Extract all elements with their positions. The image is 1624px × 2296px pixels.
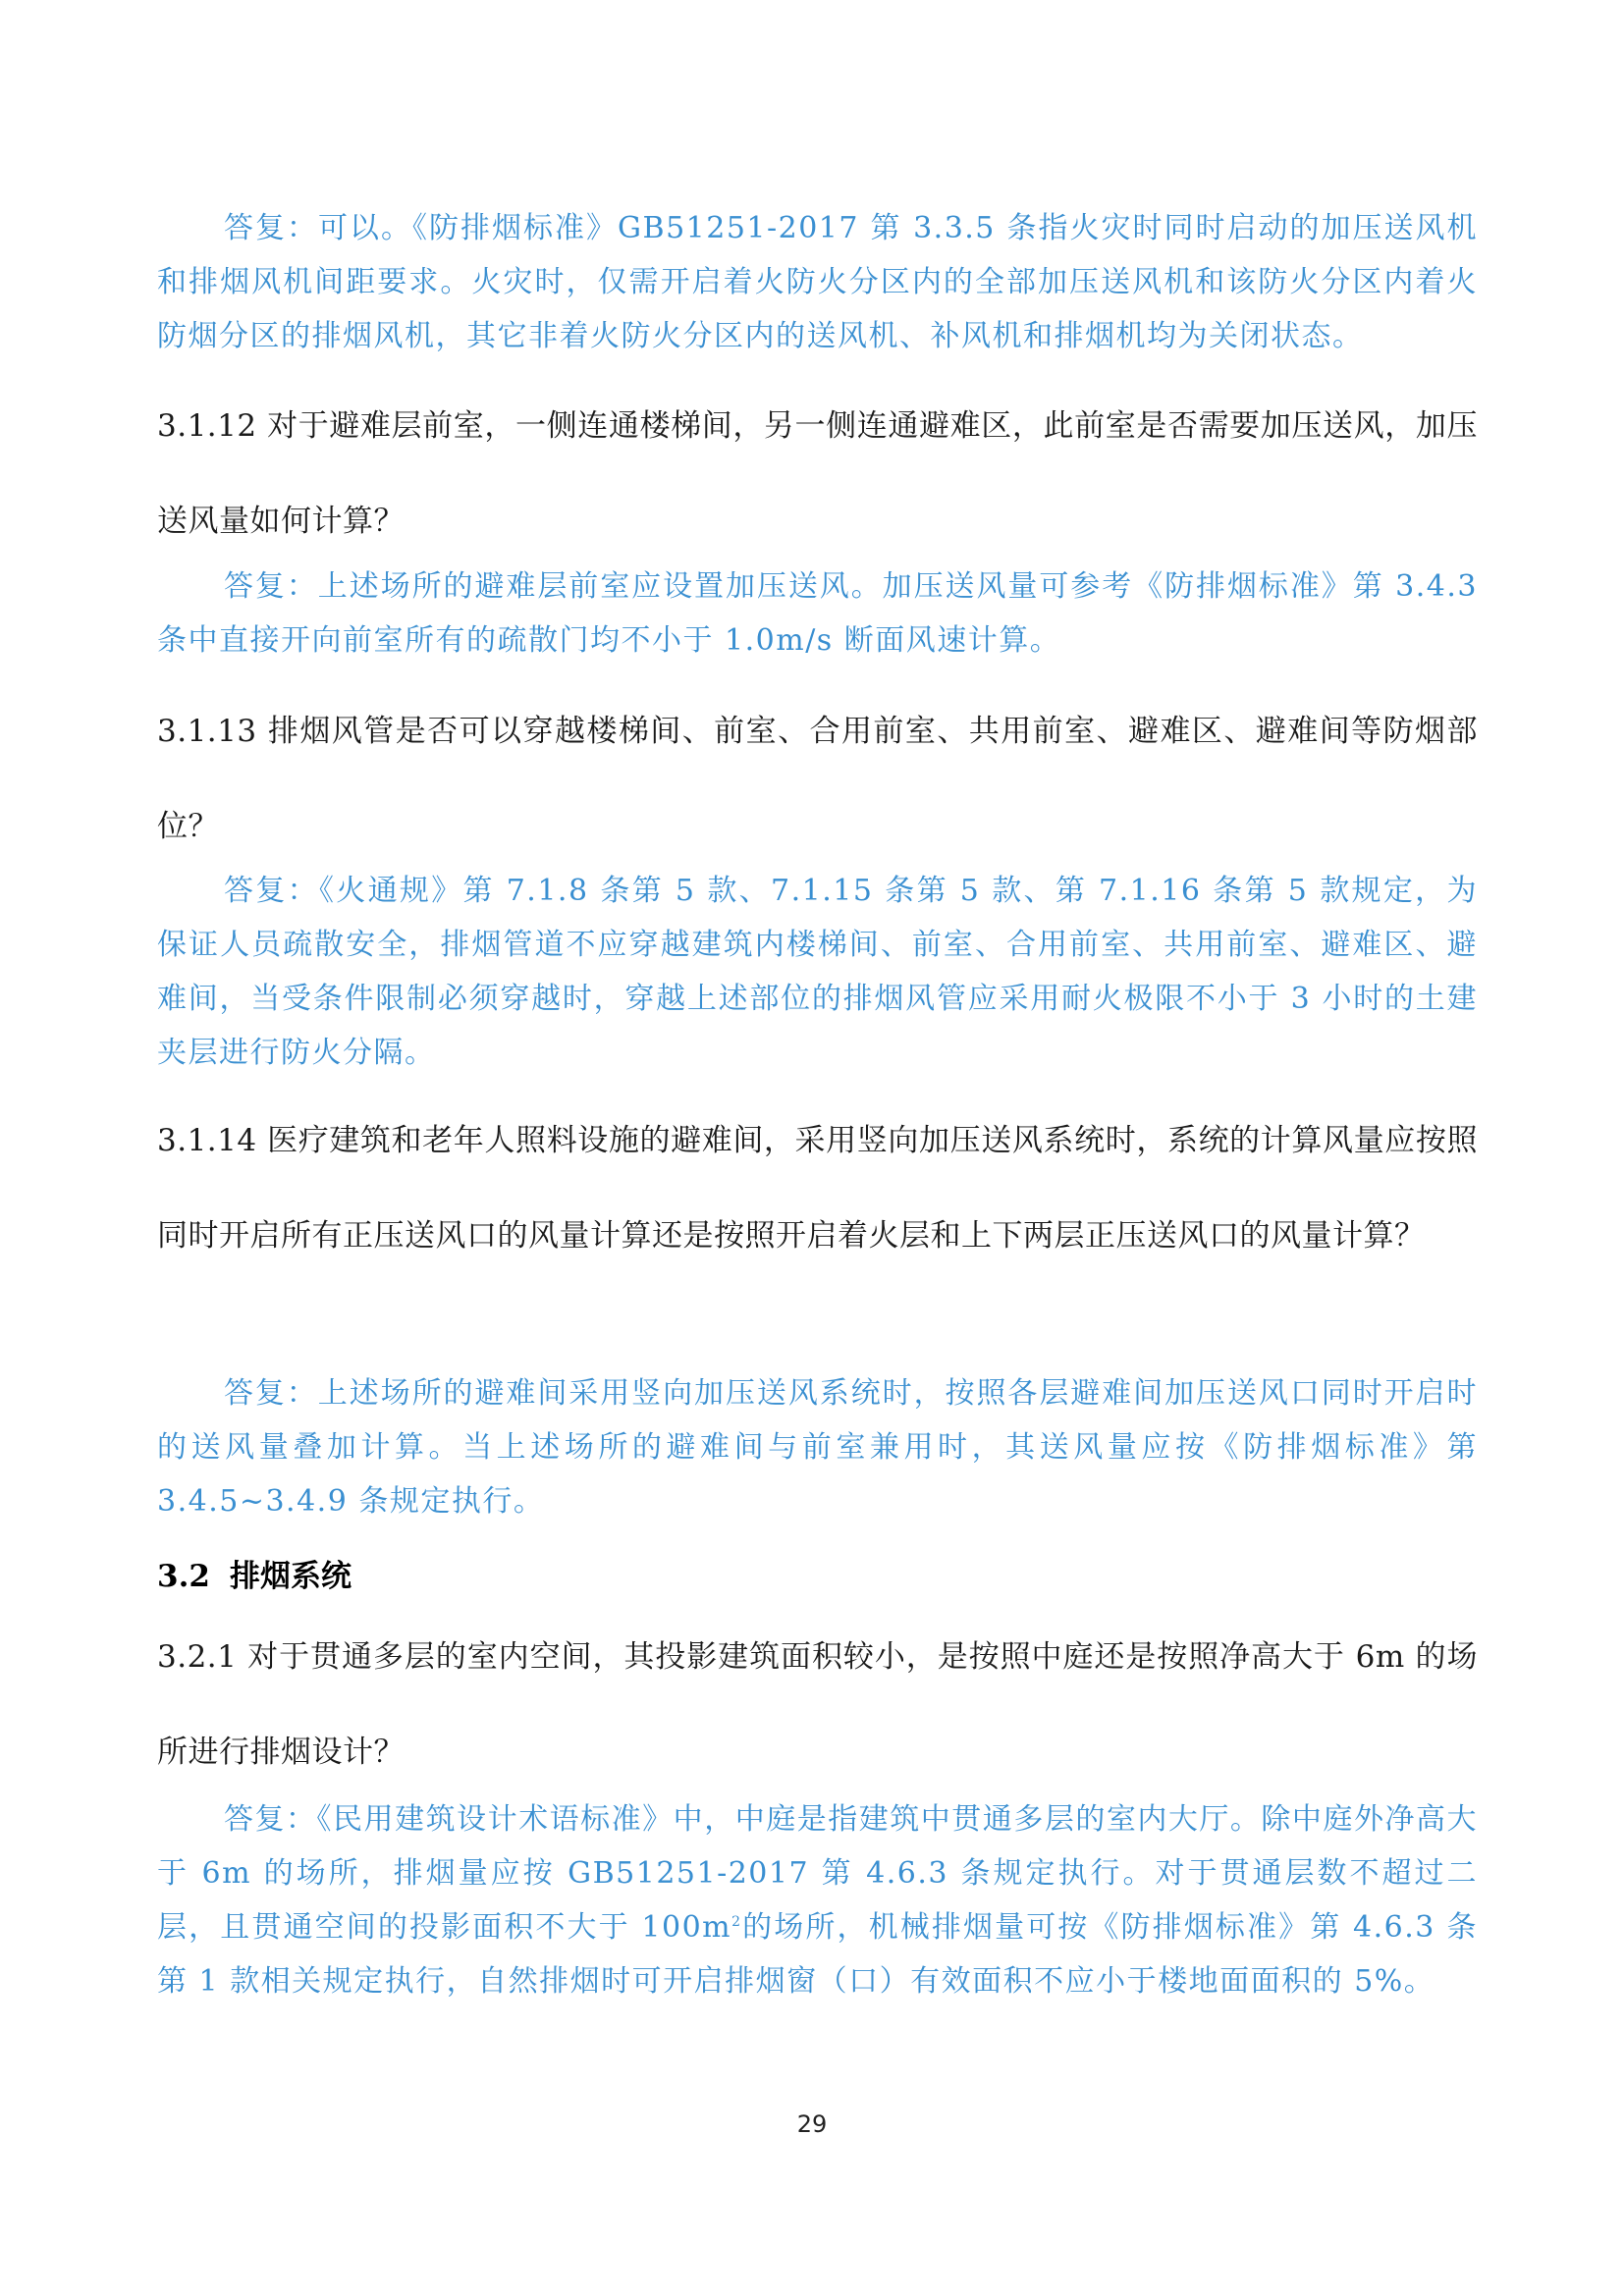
answer-3-2-1-text-b: 的场所，机械排烟量可按《防排烟标准》第 4.6.3 条第 1 款相关规定执行，自然排烟时可开启排烟窗（口）有效面积不应小于楼地面面积的 5%。 — [157, 1910, 1478, 1999]
section-heading — [157, 1547, 1478, 1606]
section-number: 3.2 — [157, 1559, 210, 1594]
page-number: 29 — [796, 2110, 828, 2138]
question-3-1-14: 3.1.14 医疗建筑和老年人照料设施的避难间，采用竖向加压送风系统时，系统的计算风量应按照同时开启所有正压送风口的风量计算还是按照开启着火层和上下两层正压送风口的风量计算？ — [157, 1123, 1478, 1254]
answer-3-1-13: 答复：《火通规》第 7.1.8 条第 5 款、7.1.15 条第 5 款、第 7.1.16 条第 5 款规定，为保证人员疏散安全，排烟管道不应穿越建筑内楼梯间、前室、合用前室、共用前室、避难区、避难间，当受条件限制必须穿越时，穿越上述部位的排烟风管应采用耐火极限不小于 3 小时的土建夹层进行防火分隔。 — [157, 874, 1478, 1070]
superscript-two: 2 — [731, 1914, 742, 1930]
answer-3-1-14: 答复：上述场所的避难间采用竖向加压送风系统时，按照各层避难间加压送风口同时开启时的送风量叠加计算。当上述场所的避难间与前室兼用时，其送风量应按《防排烟标准》第 3.4.5~3.4.9 条规定执行。 — [157, 1376, 1478, 1519]
question-3-1-13: 3.1.13 排烟风管是否可以穿越楼梯间、前室、合用前室、共用前室、避难区、避难间等防烟部位？ — [157, 714, 1478, 844]
question-3-1-12: 3.1.12 对于避难层前室，一侧连通楼梯间，另一侧连通避难区，此前室是否需要加压送风，加压送风量如何计算？ — [157, 408, 1478, 539]
answer-3-2-1 — [157, 1792, 1478, 2008]
question-3-2-1: 3.2.1 对于贯通多层的室内空间，其投影建筑面积较小，是按照中庭还是按照净高大于 6m 的场所进行排烟设计？ — [157, 1639, 1478, 1770]
section-title: 排烟系统 — [230, 1559, 352, 1594]
answer-3-2-1-text-a: 答复：《民用建筑设计术语标准》中，中庭是指建筑中贯通多层的室内大厅。除中庭外净高大于 6m 的场所，排烟量应按 GB51251-2017 第 4.6.3 条规定执行。对于贯通层数不超过二层，且贯通空间的投影面积不大于 100m — [157, 1802, 1478, 1945]
answer-3-1-12: 答复：上述场所的避难层前室应设置加压送风。加压送风量可参考《防排烟标准》第 3.4.3 条中直接开向前室所有的疏散门均不小于 1.0m/s 断面风速计算。 — [157, 569, 1478, 658]
answer-3-1-11: 答复：可以。《防排烟标准》GB51251-2017 第 3.3.5 条指火灾时同时启动的加压送风机和排烟风机间距要求。火灾时，仅需开启着火防火分区内的全部加压送风机和该防火分区内着火防烟分区的排烟风机，其它非着火防火分区内的送风机、补风机和排烟机均为关闭状态。 — [157, 211, 1478, 353]
